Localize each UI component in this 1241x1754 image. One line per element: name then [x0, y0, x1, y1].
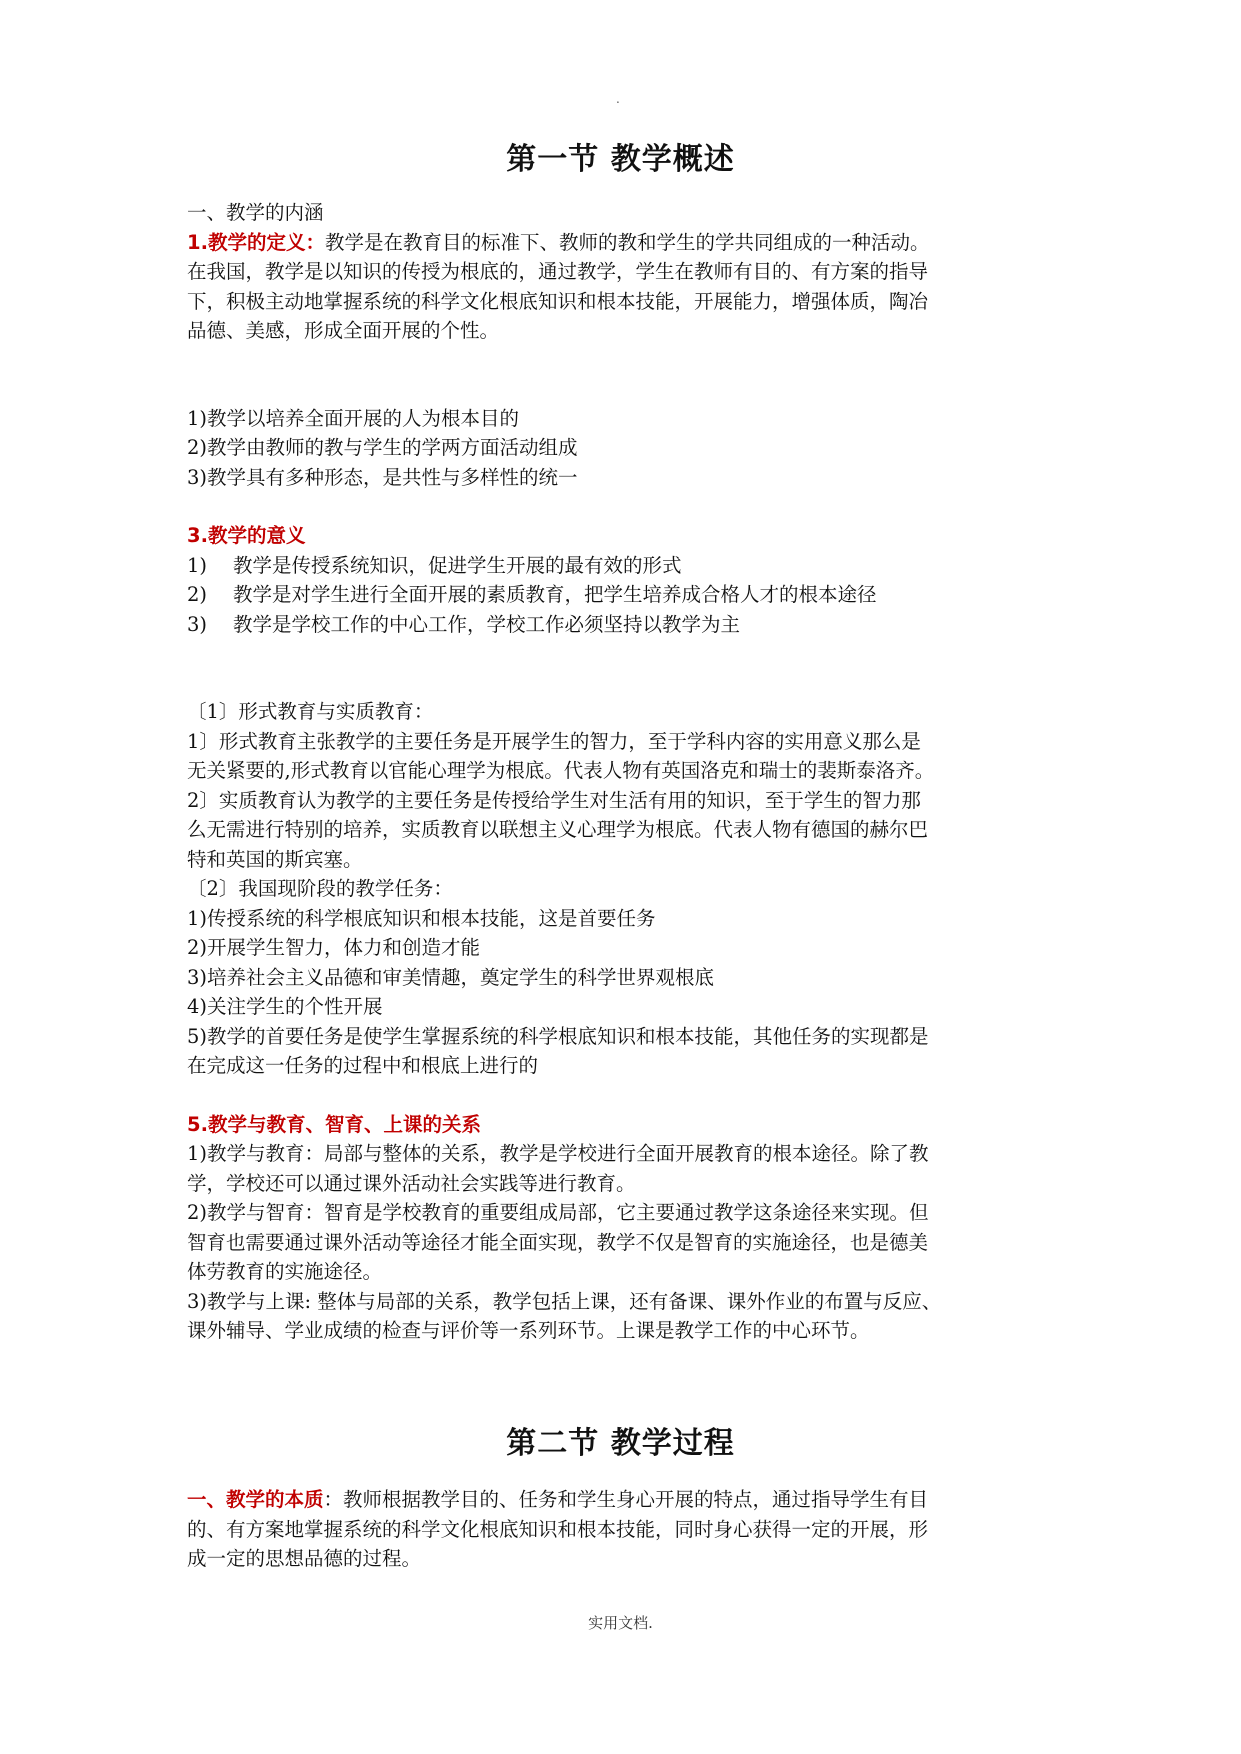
- tasks-line: 特和英国的斯宾塞。: [187, 847, 363, 871]
- definition-line-3: 下，积极主动地掌握系统的科学文化根底知识和根本技能，开展能力，增强体质，陶冶: [187, 289, 929, 313]
- tasks-line: 2〕实质教育认为教学的主要任务是传授给学生对生活有用的知识，至于学生的智力那: [187, 788, 921, 812]
- tasks-line: 无关紧要的,形式教育以官能心理学为根底。代表人物有英国洛克和瑞士的裴斯泰洛齐。: [187, 759, 935, 782]
- essence-line-1: [187, 1485, 1067, 1515]
- essence-line-3: 成一定的思想品德的过程。: [187, 1547, 422, 1570]
- significance-text: 教学是对学生进行全面开展的素质教育，把学生培养成合格人才的根本途径: [233, 583, 877, 606]
- heading-connotation: 一、教学的内涵: [187, 201, 324, 224]
- relation-line: 1)教学与教育：局部与整体的关系，教学是学校进行全面开展教育的根本途径。除了教: [187, 1142, 929, 1165]
- tasks-line: 3)培养社会主义品德和审美情趣，奠定学生的科学世界观根底: [187, 965, 715, 989]
- significance-item: [187, 580, 1067, 610]
- tasks-line: 2)开展学生智力，体力和创造才能: [187, 936, 481, 959]
- header-mark: .: [616, 92, 620, 106]
- significance-text: 教学是传授系统知识，促进学生开展的最有效的形式: [233, 553, 682, 577]
- tasks-line: 〔2〕我国现阶段的教学任务：: [187, 877, 453, 900]
- tasks-line: 〔1〕形式教育与实质教育：: [187, 700, 434, 723]
- significance-item: [187, 551, 1067, 581]
- section2-title: 第二节 教学过程: [506, 1426, 735, 1461]
- relation-line: 2)教学与智育：智育是学校教育的重要组成局部，它主要通过教学这条途径来实现。但: [187, 1201, 929, 1224]
- essence-line-2: 的、有方案地掌握系统的科学文化根底知识和根本技能，同时身心获得一定的开展，形: [187, 1517, 929, 1541]
- tasks-line: 在完成这一任务的过程中和根底上进行的: [187, 1054, 539, 1077]
- essence-text: ：教师根据教学目的、任务和学生身心开展的特点，通过指导学生有目: [323, 1488, 929, 1511]
- definition-line-2: 在我国，教学是以知识的传授为根底的，通过教学，学生在教师有目的、有方案的指导: [187, 260, 929, 283]
- point-item: 2)教学由教师的教与学生的学两方面活动组成: [187, 436, 578, 459]
- significance-text: 教学是学校工作的中心工作，学校工作必须坚持以教学为主: [233, 612, 741, 636]
- tasks-line: 1)传授系统的科学根底知识和根本技能，这是首要任务: [187, 906, 656, 930]
- relation-line: 智育也需要通过课外活动等途径才能全面实现，教学不仅是智育的实施途径，也是德美: [187, 1230, 929, 1254]
- point-item: 3)教学具有多种形态，是共性与多样性的统一: [187, 465, 578, 489]
- section1-body: [187, 198, 1067, 1346]
- relation-line: 课外辅导、学业成绩的检查与评价等一系列环节。上课是教学工作的中心环节。: [187, 1319, 870, 1342]
- tasks-line: 么无需进行特别的培养，实质教育以联想主义心理学为根底。代表人物有德国的赫尔巴: [187, 818, 929, 841]
- definition-line-1: [187, 228, 1067, 258]
- relation-line: 体劳教育的实施途径。: [187, 1260, 383, 1283]
- section1-title: 第一节 教学概述: [506, 142, 735, 177]
- definition-text: 教学是在教育目的标准下、教师的教和学生的学共同组成的一种活动。: [324, 230, 930, 254]
- definition-line-4: 品德、美感，形成全面开展的个性。: [187, 319, 500, 342]
- definition-label: 1.教学的定义：: [187, 230, 325, 254]
- tasks-line: 4)关注学生的个性开展: [187, 995, 383, 1018]
- tasks-line: 1〕形式教育主张教学的主要任务是开展学生的智力，至于学科内容的实用意义那么是: [187, 729, 921, 753]
- relation-heading: 5.教学与教育、智育、上课的关系: [187, 1112, 481, 1136]
- significance-number: 3): [187, 612, 208, 636]
- relation-line: 3)教学与上课: 整体与局部的关系，教学包括上课，还有备课、课外作业的布置与反应、: [187, 1289, 942, 1313]
- significance-number: 1): [187, 553, 208, 577]
- essence-label: 一、教学的本质: [187, 1488, 324, 1511]
- point-item: 1)教学以培养全面开展的人为根本目的: [187, 406, 520, 430]
- significance-item: [187, 610, 1067, 640]
- page-footer: 实用文档.: [588, 1614, 653, 1632]
- tasks-line: 5)教学的首要任务是使学生掌握系统的科学根底知识和根本技能，其他任务的实现都是: [187, 1024, 929, 1048]
- significance-heading: 3.教学的意义: [187, 524, 306, 547]
- relation-line: 学，学校还可以通过课外活动社会实践等进行教育。: [187, 1171, 636, 1195]
- significance-number: 2): [187, 583, 208, 606]
- section2-body: [187, 1485, 1067, 1574]
